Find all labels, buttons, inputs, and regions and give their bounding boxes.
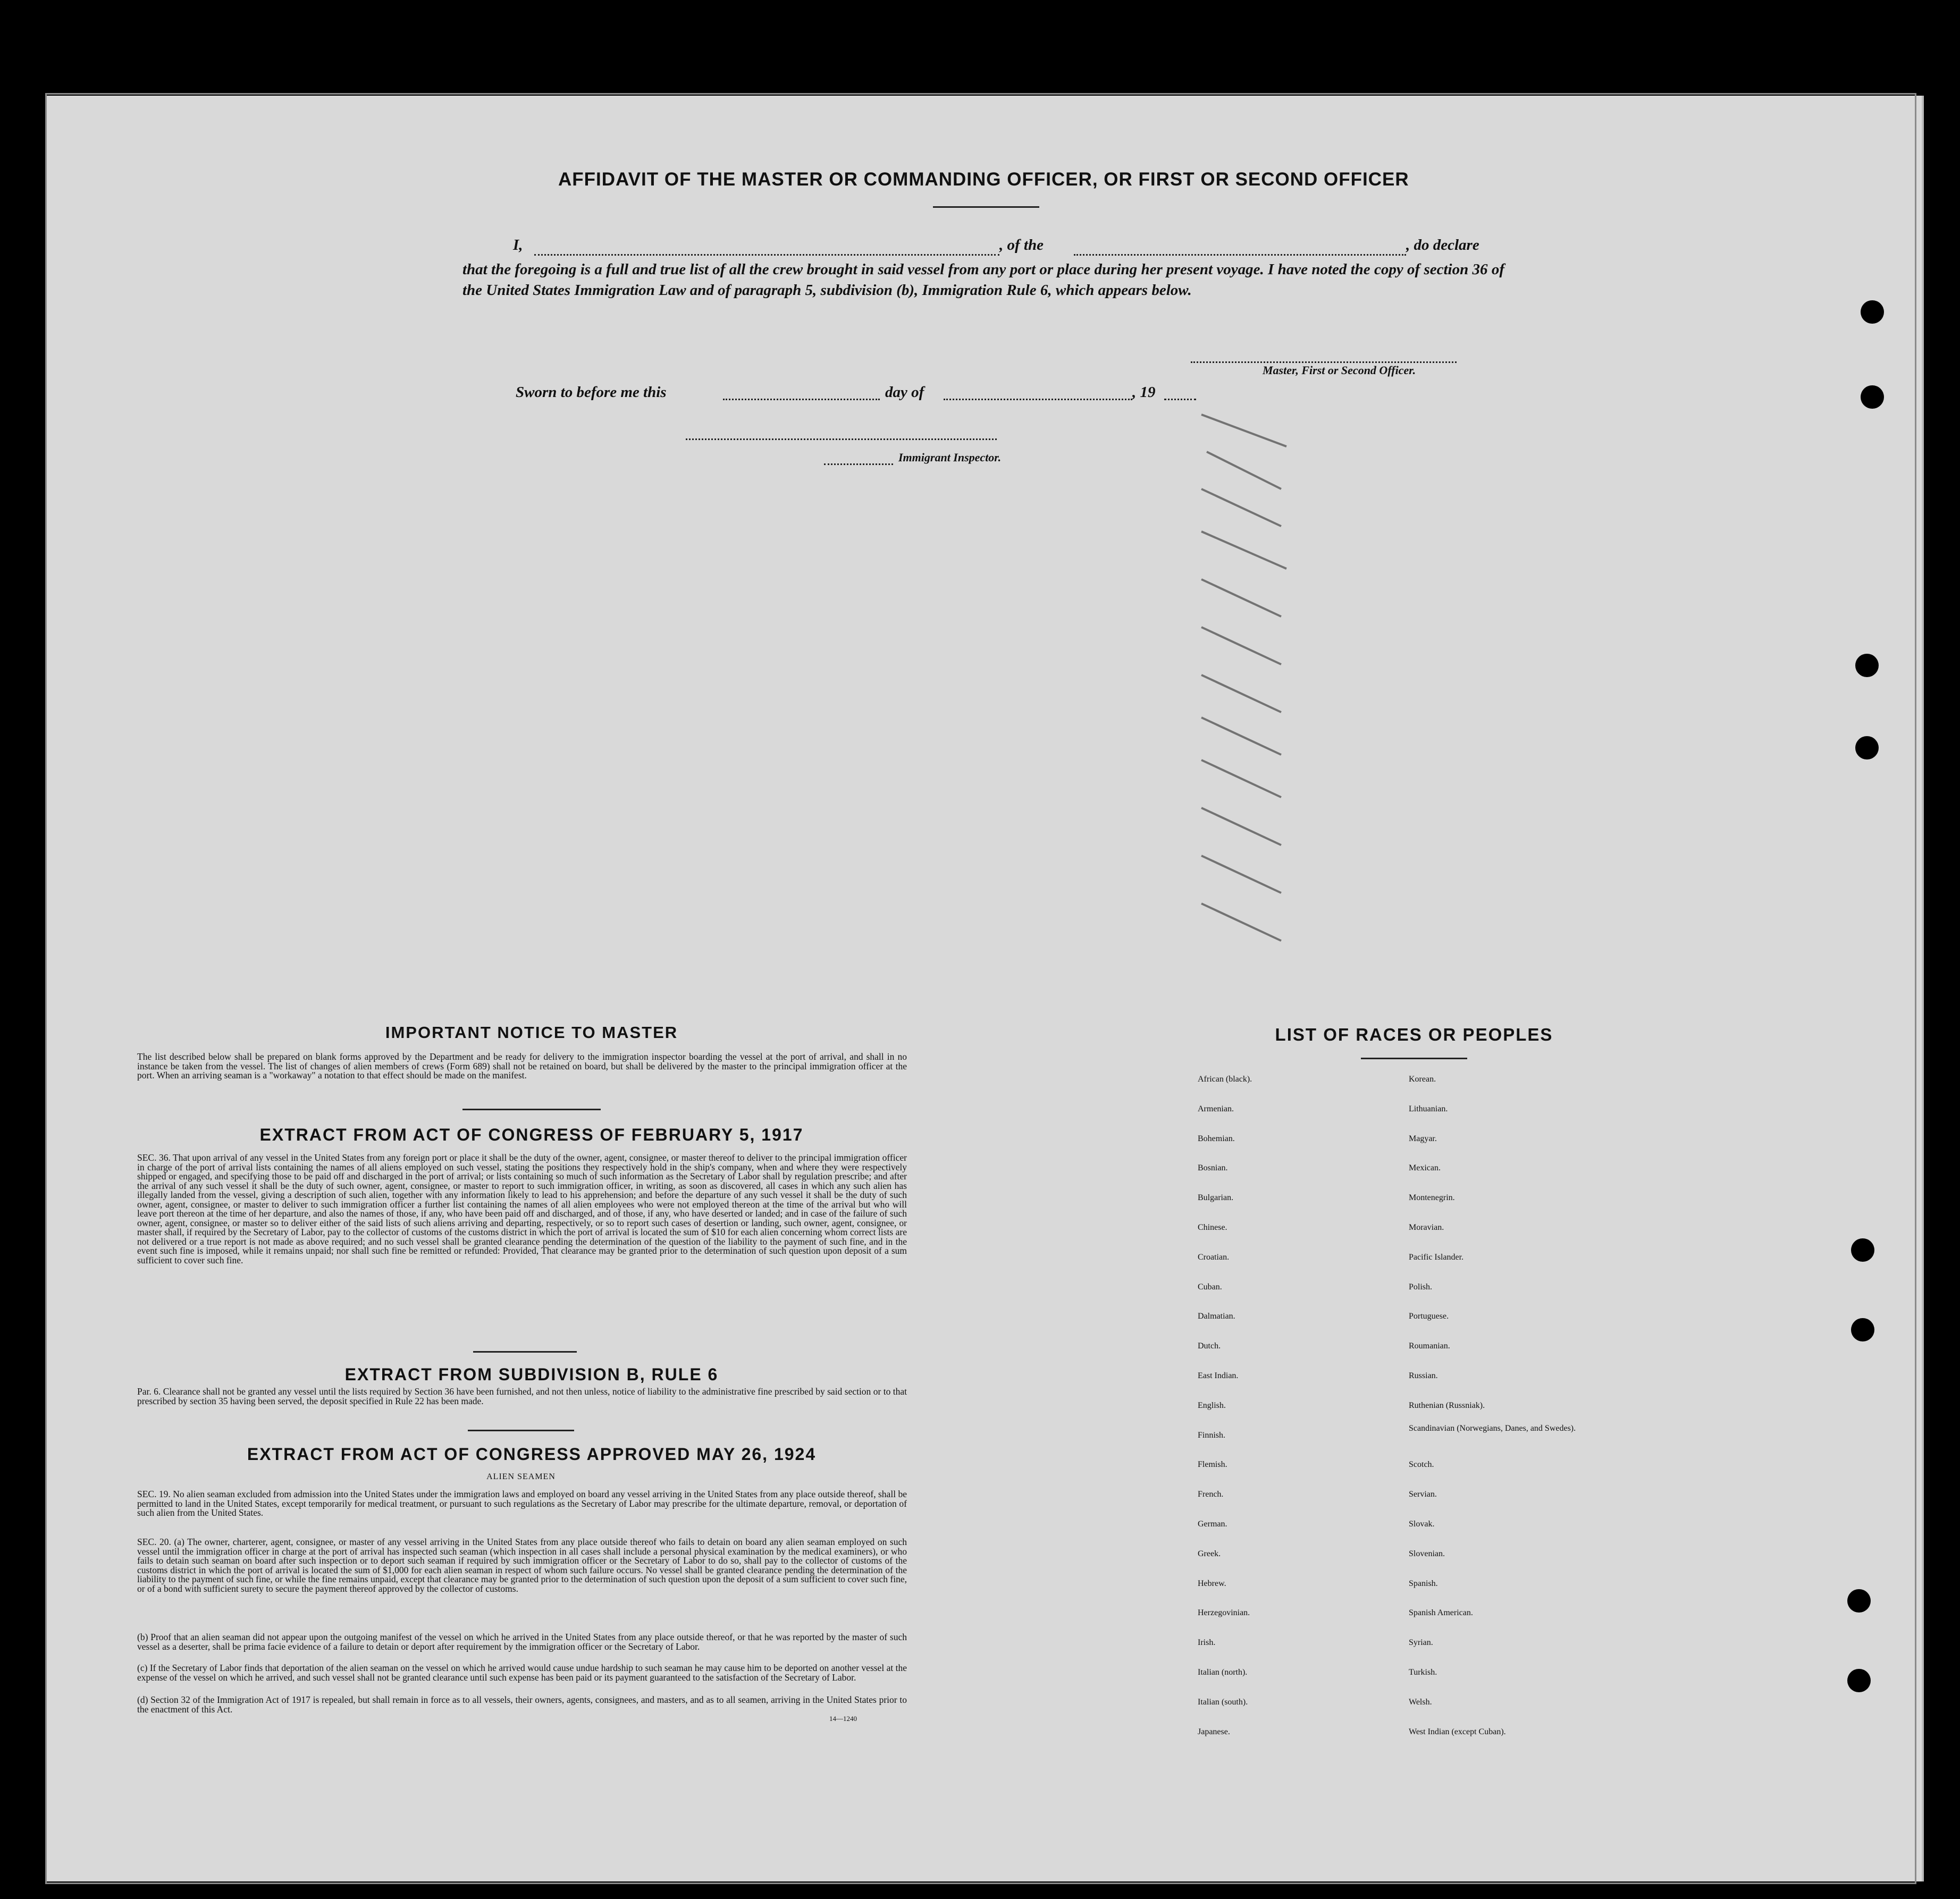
race-item: Hebrew. — [1198, 1579, 1226, 1588]
punch-hole — [1847, 1669, 1871, 1692]
alien-seamen-subtitle: ALIEN SEAMEN — [486, 1472, 556, 1481]
i-label: I, — [513, 237, 523, 254]
punch-hole — [1861, 385, 1884, 409]
name-field[interactable] — [534, 254, 999, 256]
race-item: Italian (north). — [1198, 1668, 1248, 1677]
year-label: , 19 — [1132, 384, 1156, 401]
form-number: 14—1240 — [829, 1715, 857, 1723]
race-item: Montenegrin. — [1409, 1193, 1455, 1203]
race-item: German. — [1198, 1520, 1227, 1529]
divider — [1361, 1058, 1467, 1059]
race-item: Cuban. — [1198, 1282, 1222, 1292]
race-item: Slovak. — [1409, 1520, 1435, 1529]
race-item: Bosnian. — [1198, 1163, 1228, 1173]
race-item: Ruthenian (Russniak). — [1409, 1400, 1485, 1410]
race-item: Croatian. — [1198, 1252, 1230, 1262]
page-border — [45, 93, 1916, 1884]
inspector-label: Immigrant Inspector. — [898, 451, 1002, 464]
extract-1924-sec20c: (c) If the Secretary of Labor finds that deportation of the alien seaman on the vessel on which he arrived would cause undue hardship to such seaman he may cause him to be deported on another vessel at the expense of the vessel on which he arrived, and such vessel shall not be granted clearance until such expense has been paid or its payment guaranteed to the satisfaction of the Secretary of Labor. — [137, 1662, 907, 1683]
race-item: Greek. — [1198, 1549, 1221, 1558]
race-item: French. — [1198, 1490, 1224, 1499]
race-item: Dutch. — [1198, 1341, 1221, 1351]
race-item: Chinese. — [1198, 1223, 1227, 1232]
extract-rule6-title: EXTRACT FROM SUBDIVISION B, RULE 6 — [344, 1365, 719, 1384]
punch-hole — [1855, 654, 1879, 677]
race-item: Polish. — [1409, 1282, 1433, 1292]
affidavit-body: that the foregoing is a full and true list of all the crew brought in said vessel from any port or place during her present voyage. I have noted the copy of section 36 of the United States Immigration Law and of paragraph 5, subdivision (b), Immigration Rule 6, which appears below. — [462, 261, 1504, 299]
divider — [462, 1109, 601, 1110]
extract-1924-title: EXTRACT FROM ACT OF CONGRESS APPROVED MAY 26, 1924 — [247, 1445, 817, 1464]
race-item: Bulgarian. — [1198, 1193, 1234, 1203]
punch-hole — [1847, 1589, 1871, 1613]
signature-label: Master, First or Second Officer. — [1263, 364, 1416, 377]
vessel-field[interactable] — [1074, 254, 1406, 256]
race-item: Bohemian. — [1198, 1134, 1235, 1143]
race-item: Welsh. — [1409, 1697, 1432, 1707]
race-item: Moravian. — [1409, 1223, 1444, 1232]
race-item: Korean. — [1409, 1075, 1436, 1084]
divider — [473, 1351, 577, 1353]
punch-hole — [1851, 1238, 1874, 1262]
bleed-through-marks — [1191, 404, 1318, 989]
race-item: Armenian. — [1198, 1104, 1234, 1113]
race-item: Roumanian. — [1409, 1341, 1450, 1351]
notice-title: IMPORTANT NOTICE TO MASTER — [385, 1023, 678, 1042]
race-item: Irish. — [1198, 1638, 1216, 1648]
extract-rule6-text: Par. 6. Clearance shall not be granted any vessel until the lists required by Section 36 have been furnished, and not then unless, notice of liability to the administrative fine prescribed by said section or to that prescribed by section 35 having been served, the deposit specified in Rule 22 has been made. — [137, 1386, 907, 1406]
punch-hole — [1855, 736, 1879, 759]
race-item: Magyar. — [1409, 1134, 1437, 1143]
extract-1924-sec20d: (d) Section 32 of the Immigration Act of 1917 is repealed, but shall remain in force as to all vessels, their owners, agents, consignees, and masters, and as to all seamen, arriving in the United States prior to the enactment of this Act. — [137, 1694, 907, 1715]
day-of-label: day of — [885, 384, 924, 401]
race-item: Lithuanian. — [1409, 1104, 1448, 1113]
race-item: Spanish American. — [1409, 1608, 1473, 1618]
race-item: Spanish. — [1409, 1579, 1438, 1588]
race-item: Japanese. — [1198, 1727, 1230, 1736]
day-field[interactable] — [723, 399, 880, 400]
race-item: Slovenian. — [1409, 1549, 1445, 1558]
races-title: LIST OF RACES OR PEOPLES — [1275, 1025, 1553, 1044]
of-the-label: , of the — [999, 237, 1044, 254]
race-item: Flemish. — [1198, 1460, 1227, 1470]
race-item: African (black). — [1198, 1075, 1252, 1084]
race-item: East Indian. — [1198, 1371, 1239, 1380]
punch-hole — [1851, 1318, 1874, 1341]
race-item: Scandinavian (Norwegians, Danes, and Swedes). — [1409, 1423, 1576, 1433]
race-item: Portuguese. — [1409, 1312, 1449, 1321]
race-item: Mexican. — [1409, 1163, 1441, 1173]
race-item: Pacific Islander. — [1409, 1252, 1464, 1262]
notice-text: The list described below shall be prepared on blank forms approved by the Department and be ready for delivery to the immigration inspector boarding the vessel at the port of arrival, and shall in no instance be taken from the vessel. The list of changes of alien members of crews (Form 689) shall not be retained on board, but shall be delivered by the master to the principal immigration officer at the port. When an arriving seaman is a "workaway" a notation to that effect should be made on the manifest. — [137, 1051, 907, 1081]
race-item: English. — [1198, 1400, 1226, 1410]
affidavit-title: AFFIDAVIT OF THE MASTER OR COMMANDING OFFICER, OR FIRST OR SECOND OFFICER — [558, 169, 1409, 190]
race-item: West Indian (except Cuban). — [1409, 1727, 1506, 1736]
race-item: Servian. — [1409, 1490, 1437, 1499]
do-declare-label: , do declare — [1406, 237, 1479, 254]
extract-1924-sec19: SEC. 19. No alien seaman excluded from admission into the United States under the immigration laws and employed on board any vessel arriving in the United States from any place outside thereof, shall be permitted to land in the United States, except temporarily for medical treatment, or pursuant to such regulations as the Secretary of Labor may prescribe for the ultimate departure, removal, or deportation of such alien from the United States. — [137, 1489, 907, 1518]
race-item: Russian. — [1409, 1371, 1438, 1380]
race-item: Italian (south). — [1198, 1697, 1248, 1707]
extract-1917-title: EXTRACT FROM ACT OF CONGRESS OF FEBRUARY 5, 1917 — [259, 1125, 804, 1144]
inspector-signature-field[interactable] — [686, 438, 997, 440]
signature-field[interactable] — [1191, 361, 1457, 363]
sworn-label: Sworn to before me this — [516, 384, 667, 401]
divider — [468, 1430, 574, 1431]
year-field[interactable] — [1164, 399, 1196, 400]
extract-1917-text: SEC. 36. That upon arrival of any vessel in the United States from any foreign port or place it shall be the duty of the owner, agent, consignee, or master thereof to deliver to the principal immigration officer in charge of the port of arrival lists containing the names of all aliens employed on such vessel, stating the positions they respectively hold in the ship's company, when and where they were respectively shipped or engaged, and specifying those to be paid off and discharged in the port of arrival; or lists containing so much of such information as the Secretary of Labor shall by regulation prescribe; and after the arrival of any such vessel it shall be the duty of such owner, agent, consignee, or master to report to such immigration officer, in writing, as soon as discovered, all cases in which any such alien has illegally landed from the vessel, giving a description of such alien, together with any information likely to lead to his apprehension; and before the departure of any such vessel it shall be the duty of such owner, agent, consignee, or master to deliver to such immigration officer a further list containing the names of all alien employees who were not employed thereon at the time of the arrival but who will leave port thereon at the time of her departure, and also the names of those, if any, who have been paid off and discharged, and of those, if any, who have deserted or landed; and in case of the failure of such owner, agent, consignee, or master so to deliver either of the said lists of such aliens arriving and departing, respectively, or so to report such cases of desertion or landing, such owner, agent, consignee, or master shall, if required by the Secretary of Labor, pay to the collector of customs of the customs district in which the port of arrival is located the sum of $10 for each alien concerning whom correct lists are not delivered or a true report is not made as above required; and no such vessel shall be granted clearance pending the determination of the question of the liability to the payment of such fine, and in the event such fine is imposed, while it remains unpaid; nor shall such fine be remitted or refunded: Provided, That clearance may be granted prior to the determination of such question upon deposit of a sum sufficient to cover such fine. — [137, 1152, 907, 1265]
punch-hole — [1861, 300, 1884, 324]
race-item: Dalmatian. — [1198, 1312, 1235, 1321]
divider — [933, 206, 1039, 208]
race-item: Syrian. — [1409, 1638, 1433, 1648]
race-item: Scotch. — [1409, 1460, 1434, 1470]
race-item: Turkish. — [1409, 1668, 1437, 1677]
month-field[interactable] — [944, 399, 1132, 400]
race-item: Herzegovinian. — [1198, 1608, 1250, 1618]
extract-1924-sec20a: SEC. 20. (a) The owner, charterer, agent, consignee, or master of any vessel arriving in the United States from any place outside thereof who fails to detain on board any alien seaman employed on such vessel until the immigration officer in charge at the port of arrival has inspected such seaman (which inspection in all cases shall include a personal physical examination by the medical examiners), or who fails to detain such seaman on board after such inspection or to deport such seaman if required by such immigration officer or the Secretary of Labor to do so, shall pay to the collector of customs of the customs district in which the port of arrival is located the sum of $1,000 for each alien seaman in respect of whom such failure occurs. No vessel shall be granted clearance pending the determination of the liability to the payment of such fine, or while the fine remains unpaid, except that clearance may be granted prior to the determination of such question upon the deposit of a sum sufficient to cover such fine, or of a bond with sufficient surety to secure the payment thereof approved by the collector of customs. — [137, 1537, 907, 1594]
race-item: Finnish. — [1198, 1430, 1226, 1440]
extract-1924-sec20b: (b) Proof that an alien seaman did not appear upon the outgoing manifest of the vessel on which he arrived in the United States from any place outside thereof, or that he was reported by the master of such vessel as a deserter, shall be prima facie evidence of a failure to detain or deport after requirement by the immigration officer or the Secretary of Labor. — [137, 1632, 907, 1652]
inspector-prefix-dots — [824, 463, 893, 465]
